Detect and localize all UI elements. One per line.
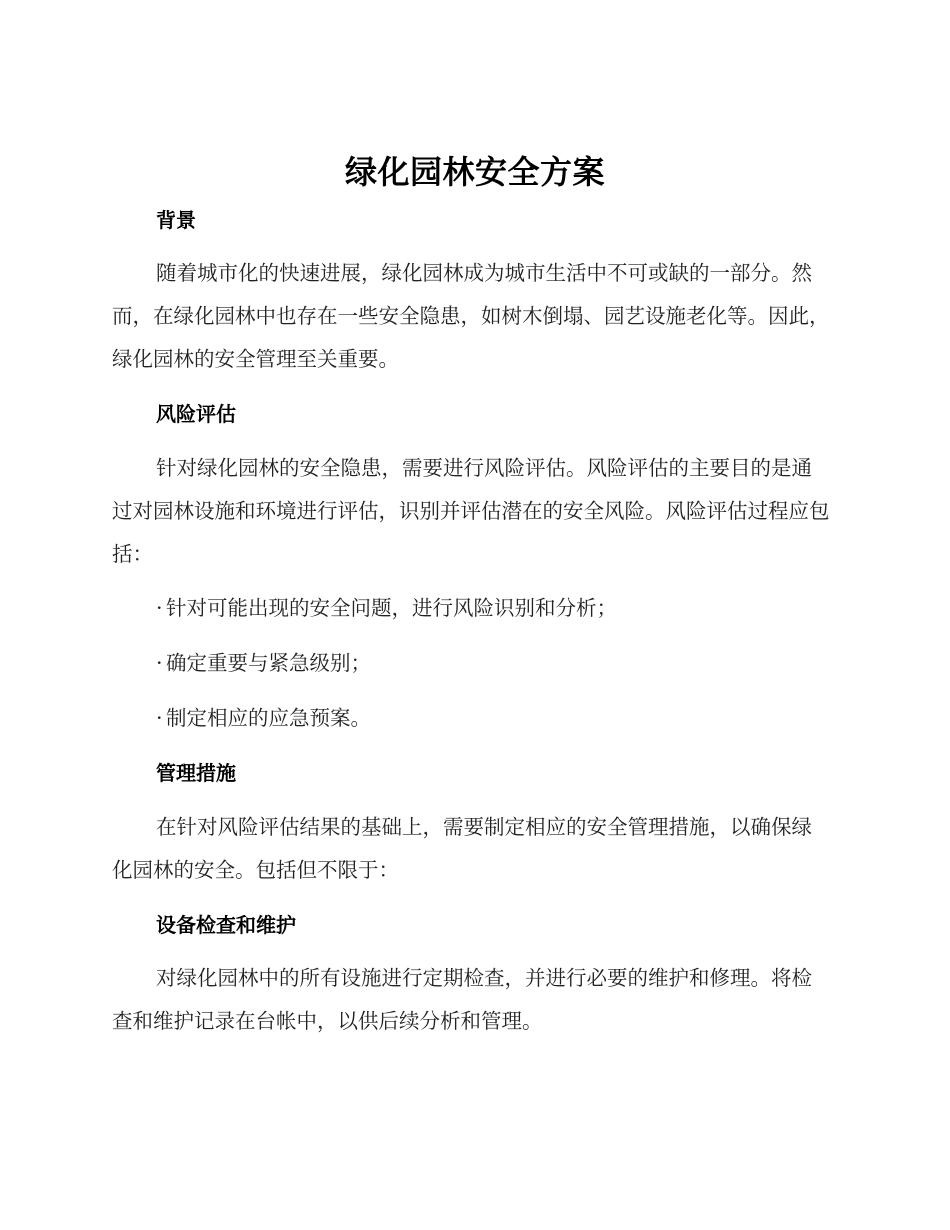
section-heading-risk: 风险评估 [156, 402, 236, 426]
bullet-item [156, 649, 371, 677]
section-heading-background: 背景 [156, 208, 196, 232]
paragraph-equipment: 对绿化园林中的所有设施进行定期检查，并进行必要的维护和修理。将检查和维护记录在台帐中，以供后续分析和管理。 [112, 966, 812, 1033]
paragraph-risk: 针对绿化园林的安全隐患，需要进行风险评估。风险评估的主要目的是通过对园林设施和环境进行评估，识别并评估潜在的安全风险。风险评估过程应包括： [112, 456, 830, 566]
bullet-marker: · [156, 596, 163, 620]
bullet-item [156, 704, 371, 732]
paragraph-background: 随着城市化的快速进展，绿化园林成为城市生活中不可或缺的一部分。然而，在绿化园林中也存在一些安全隐患，如树木倒塌、园艺设施老化等。因此，绿化园林的安全管理至关重要。 [112, 261, 830, 371]
bullet-text: 确定重要与紧急级别； [166, 651, 371, 675]
paragraph-management: 在针对风险评估结果的基础上，需要制定相应的安全管理措施，以确保绿化园林的安全。包括但不限于： [112, 815, 812, 882]
section-heading-equipment: 设备检查和维护 [156, 913, 296, 937]
document-title: 绿化园林安全方案 [344, 153, 605, 191]
bullet-marker: · [156, 706, 163, 730]
section-heading-management: 管理措施 [156, 761, 236, 785]
bullet-item [156, 594, 617, 622]
bullet-text: 针对可能出现的安全问题，进行风险识别和分析； [166, 596, 617, 620]
bullet-text: 制定相应的应急预案。 [166, 706, 371, 730]
bullet-marker: · [156, 651, 163, 675]
